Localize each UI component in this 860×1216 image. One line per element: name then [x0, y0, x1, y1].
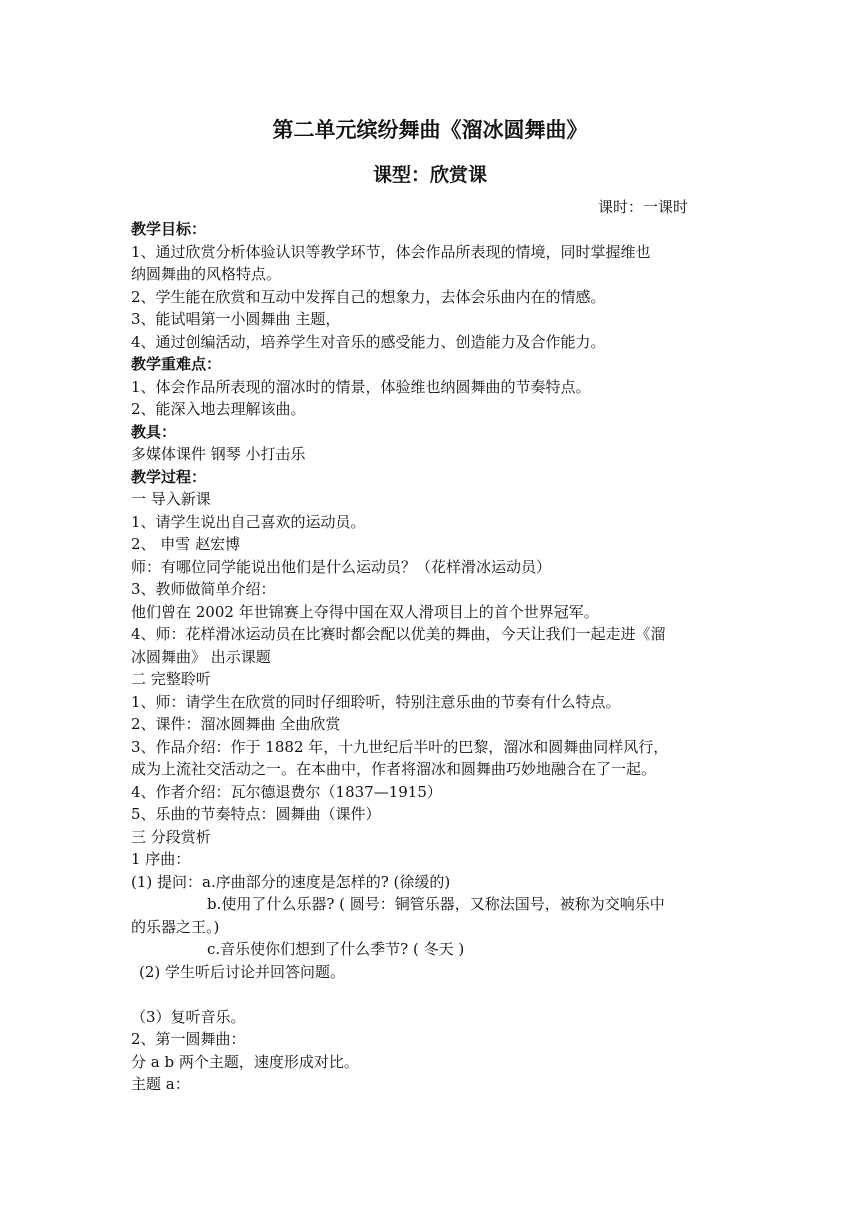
text-line: 主题 a：: [131, 1075, 190, 1093]
text-line: 2、课件：溜冰圆舞曲 全曲欣赏: [131, 715, 341, 733]
text-line: 分 a b 两个主题，速度形成对比。: [131, 1052, 359, 1071]
text-line: 1、通过欣赏分析体验认识等教学环节，体会作品所表现的情境，同时掌握维也: [131, 242, 651, 261]
text-line: (2) 学生听后讨论并回答问题。: [139, 962, 346, 981]
text-line: 他们曾在 2002 年世锦赛上夺得中国在双人滑项目上的首个世界冠军。: [131, 602, 599, 621]
text-line: 师：有哪位同学能说出他们是什么运动员？（花样滑冰运动员）: [131, 557, 552, 576]
section-heading: 教学重难点：: [131, 355, 222, 373]
text-line: 2、学生能在欣赏和互动中发挥自己的想象力，去体会乐曲内在的情感。: [131, 287, 606, 306]
text-line: 4、师：花样滑冰运动员在比赛时都会配以优美的舞曲，今天让我们一起走进《溜: [131, 625, 666, 643]
text-line: 4、通过创编活动，培养学生对音乐的感受能力、创造能力及合作能力。: [131, 332, 606, 351]
section-heading: 教学目标：: [131, 220, 207, 238]
text-line: 2、 申雪 赵宏博: [131, 535, 241, 553]
text-line: 二 完整聆听: [131, 670, 211, 688]
text-line: 1、请学生说出自己喜欢的运动员。: [131, 512, 366, 531]
text-line: 一 导入新课: [131, 490, 211, 508]
text-line: 2、能深入地去理解该曲。: [131, 400, 306, 418]
section-heading: 教学过程：: [131, 467, 207, 486]
text-line: 1、体会作品所表现的溜冰时的情景，体验维也纳圆舞曲的节奏特点。: [131, 377, 591, 396]
document-body: [131, 218, 731, 1096]
text-line: 3、作品介绍：作于 1882 年，十九世纪后半叶的巴黎，溜冰和圆舞曲同样风行，: [131, 737, 669, 756]
text-line: （3）复听音乐。: [131, 1007, 246, 1026]
text-line: 5、乐曲的节奏特点：圆舞曲（课件）: [131, 805, 381, 823]
text-line: 纳圆舞曲的风格特点。: [131, 265, 282, 283]
text-line: 3、能试唱第一小圆舞曲 主题，: [131, 310, 341, 328]
text-line: 4、作者介绍：瓦尔德退费尔（1837—1915）: [131, 782, 442, 801]
text-line: 成为上流社交活动之一。在本曲中，作者将溜冰和圆舞曲巧妙地融合在了一起。: [131, 760, 657, 778]
text-line: 2、第一圆舞曲：: [131, 1030, 246, 1048]
text-line: 多媒体课件 钢琴 小打击乐: [131, 445, 306, 463]
text-line: b.使用了什么乐器? ( 圆号：铜管乐器，又称法国号，被称为交响乐中: [207, 895, 665, 913]
text-line: 的乐器之王。): [131, 917, 220, 936]
blank-line: [131, 983, 731, 1006]
text-line: c.音乐使你们想到了什么季节? ( 冬天 ): [207, 940, 465, 958]
section-heading: 教具：: [131, 422, 177, 441]
text-line: 冰圆舞曲》 出示课题: [131, 647, 271, 666]
lesson-type: 课型：欣赏课: [372, 164, 487, 186]
text-line: 1 序曲：: [131, 850, 191, 868]
text-line: 1、师：请学生在欣赏的同时仔细聆听，特别注意乐曲的节奏有什么特点。: [131, 692, 621, 711]
text-line: 三 分段赏析: [131, 827, 211, 846]
page-title: 第二单元缤纷舞曲《溜冰圆舞曲》: [272, 118, 588, 142]
lesson-period: 课时：一课时: [598, 198, 689, 216]
text-line: 3、教师做简单介绍：: [131, 580, 276, 598]
text-line: (1) 提问：a.序曲部分的速度是怎样的? (徐缓的): [131, 872, 451, 891]
